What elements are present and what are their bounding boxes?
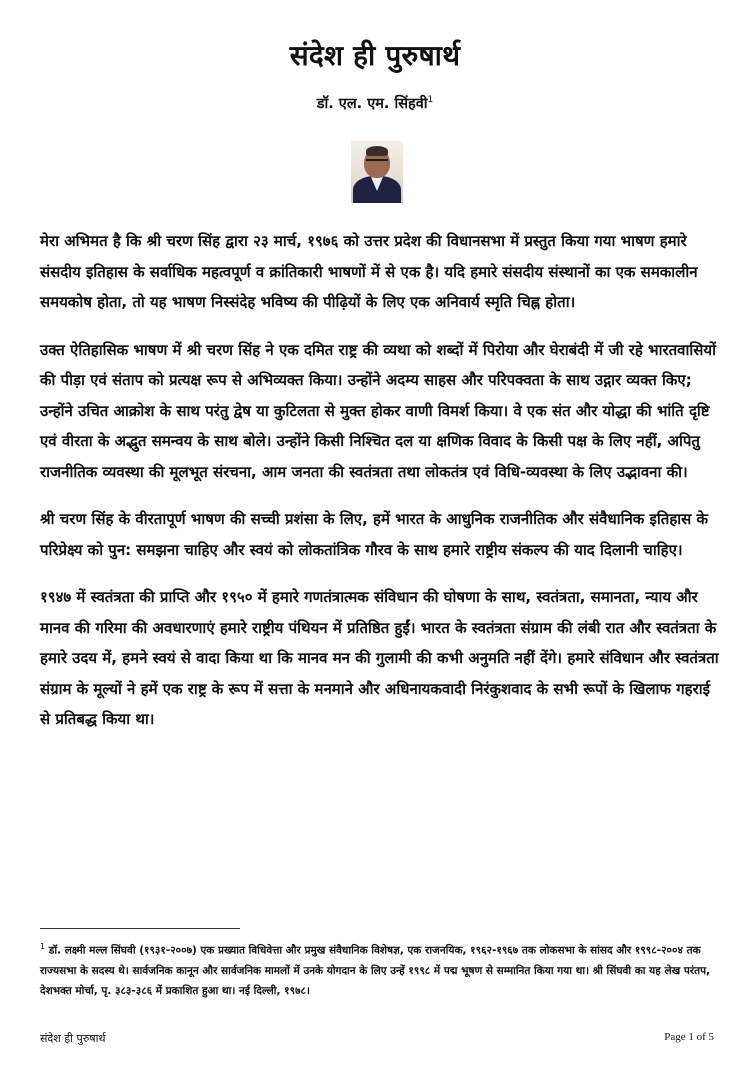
document-title: संदेश ही पुरुषार्थ <box>289 39 461 72</box>
document-body <box>40 226 722 752</box>
author-name: डॉ. एल. एम. सिंहवी <box>316 96 428 112</box>
footer-title: संदेश ही पुरुषार्थ <box>40 1032 106 1045</box>
paragraph-4: १९४७ में स्वतंत्रता की प्राप्ति और १९५० में हमारे गणतंत्रात्मक संविधान की घोषणा के साथ, स्वतंत्रता, समानता, न्याय और मानव की गरिमा की अवधारणाएं हमारे राष्ट्रीय पंथियन में प्रतिष्ठित हुईं। भारत के स्वतंत्रता संग्राम की लंबी रात और स्वतंत्रता के हमारे उदय में, हमने स्वयं से वादा किया था कि मानव मन की गुलामी की कभी अनुमति नहीं देंगे। हमारे संविधान और स्वतंत्रता संग्राम के मूल्यों ने हमें एक राष्ट्र के रूप में सत्ता के मनमाने और अधिनायकवादी निरंकुशवाद के सभी रूपों के खिलाफ गहराई से प्रतिबद्ध किया था। <box>40 588 719 728</box>
paragraph-1: मेरा अभिमत है कि श्री चरण सिंह द्वारा २३ मार्च, १९७६ को उत्तर प्रदेश की विधानसभा में प्रस्तुत किया गया भाषण हमारे संसदीय इतिहास के सर्वाधिक महत्वपूर्ण व क्रांतिकारी भाषणों में से एक है। यदि हमारे संसदीय संस्थानों का एक समकालीन समयकोष होता, तो यह भाषण निस्संदेह भविष्य की पीढ़ियों के लिए एक अनिवार्य स्मृति चिह्न होता। <box>40 232 698 311</box>
page-number: Page 1 of 5 <box>664 1031 714 1043</box>
author-line <box>0 93 750 113</box>
footnote-marker: 1 <box>40 942 46 951</box>
author-photo <box>351 141 403 203</box>
footnote <box>40 937 720 1001</box>
footnote-text: डॉ. लक्ष्मी मल्ल सिंघवी (१९३१-२००७) एक प्रख्यात विधिवेत्ता और प्रमुख संवैधानिक विशेषज्ञ, एक राजनयिक, १९६२-१९६७ तक लोकसभा के सांसद और १९९८-२००४ तक राज्यसभा के सदस्य थे। सार्वजनिक कानून और सार्वजनिक मामलों में उनके योगदान के लिए उन्हें १९९८ में पद्म भूषण से सम्मानित किया गया था। श्री सिंघवी का यह लेख परंतप, देशभक्त मोर्चा, पृ. ३८३-३८६ में प्रकाशित हुआ था। नई दिल्ली, १९७८। <box>40 944 711 997</box>
paragraph-3: श्री चरण सिंह के वीरतापूर्ण भाषण की सच्ची प्रशंसा के लिए, हमें भारत के आधुनिक राजनीतिक और संवैधानिक इतिहास के परिप्रेक्ष्य को पुन: समझना चाहिए और स्वयं को लोकतांत्रिक गौरव के साथ हमारे राष्ट्रीय संकल्प की याद दिलानी चाहिए। <box>40 510 709 559</box>
paragraph-2: उक्त ऐतिहासिक भाषण में श्री चरण सिंह ने एक दमित राष्ट्र की व्यथा को शब्दों में पिरोया और घेराबंदी में जी रहे भारतवासियों की पीड़ा एवं संताप को प्रत्यक्ष रूप से अभिव्यक्त किया। उन्होंने अदम्य साहस और परिपक्वता के साथ उद्गार व्यक्त किए; उन्होंने उचित आक्रोश के साथ परंतु द्वेष या कुटिलता से मुक्त होकर वाणी विमर्श किया। वे एक संत और योद्धा की भांति दृष्टि एवं वीरता के अद्भुत समन्वय के साथ बोले। उन्होंने किसी निश्चित दल या क्षणिक विवाद के किसी पक्ष के लिए नहीं, अपितु राजनीतिक व्यवस्था की मूलभूत संरचना, आम जनता की स्वतंत्रता तथा लोकतंत्र एवं विधि-व्यवस्था के लिए उद्भावना की। <box>40 340 716 481</box>
footnote-reference[interactable]: 1 <box>427 95 434 106</box>
footnote-divider <box>40 928 240 929</box>
